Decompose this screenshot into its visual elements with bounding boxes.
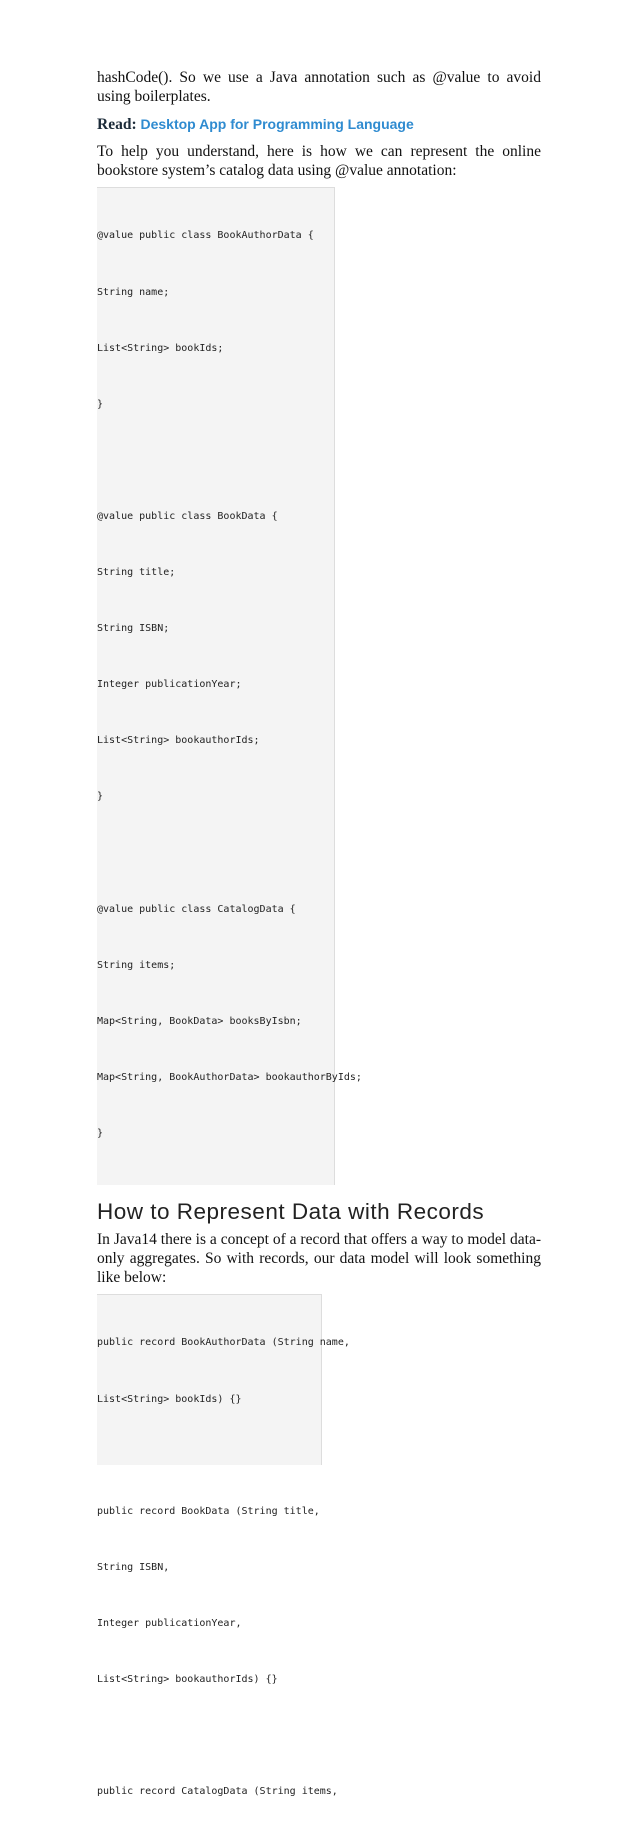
code-line: String ISBN;	[97, 623, 170, 635]
section-heading: How to Represent Data with Records	[97, 1199, 485, 1224]
code-line: String title;	[97, 566, 176, 578]
code-line: }	[97, 791, 104, 803]
read-more-line	[97, 115, 541, 134]
code-line: public record BookAuthorData (String name,	[97, 1337, 350, 1349]
code-line: List<String> bookauthorIds) {}	[97, 1673, 278, 1685]
code-line: Map<String, BookAuthorData> bookauthorByIds;	[97, 1071, 362, 1083]
code-line: @value public class BookData {	[97, 510, 278, 522]
code-line: String items;	[97, 959, 176, 971]
read-more-link[interactable]: Desktop App for Programming Language	[140, 116, 414, 132]
code-line: public record BookData (String title,	[97, 1505, 320, 1517]
read-label: Read:	[97, 116, 137, 133]
article-body	[97, 68, 541, 1798]
code-line	[97, 844, 334, 863]
code-line: }	[97, 398, 104, 410]
code-line: Integer publicationYear,	[97, 1617, 242, 1629]
code-line	[97, 1727, 321, 1746]
code-block-records	[97, 1294, 350, 1798]
code-line: List<String> bookIds) {}	[97, 1393, 242, 1405]
intro-paragraph: hashCode(). So we use a Java annotation such as @value to avoid using boilerplates.	[97, 69, 541, 105]
code-line: String name;	[97, 286, 170, 298]
code-line: Integer publicationYear;	[97, 679, 242, 691]
code-line: public record CatalogData (String items,	[97, 1786, 338, 1798]
code-line: List<String> bookIds;	[97, 342, 224, 354]
code-line	[97, 1447, 321, 1466]
code-line: String ISBN,	[97, 1561, 170, 1573]
code-line: @value public class BookAuthorData {	[97, 230, 314, 242]
code-line: @value public class CatalogData {	[97, 903, 296, 915]
code-line: List<String> bookauthorIds;	[97, 735, 260, 747]
code-line: Map<String, BookData> booksByIsbn;	[97, 1015, 302, 1027]
code-block-value-annotation	[97, 187, 362, 1185]
code-line	[97, 452, 334, 471]
code-line: }	[97, 1127, 104, 1139]
records-paragraph: In Java14 there is a concept of a record that offers a way to model data-only aggregates. So with records, our data model will look something like below:	[97, 1231, 541, 1286]
help-paragraph: To help you understand, here is how we can represent the online bookstore system’s catalog data using @value annotation:	[97, 143, 541, 179]
